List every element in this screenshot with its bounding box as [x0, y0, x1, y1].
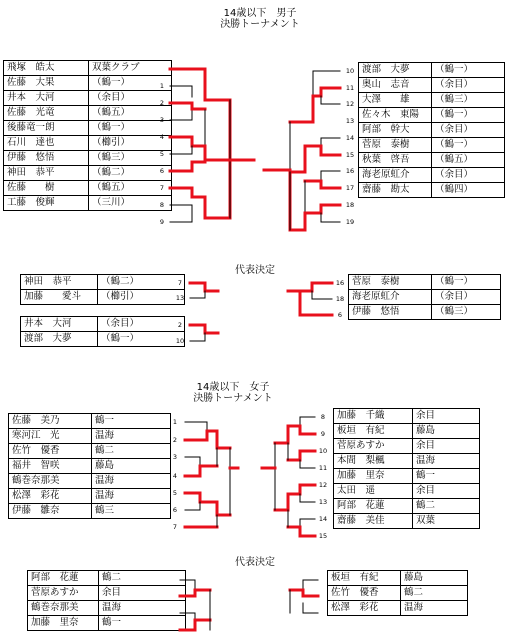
bracket-line — [300, 460, 315, 468]
winner-line — [290, 590, 318, 596]
player-club: 鶴二 — [92, 444, 171, 459]
match-number: 8 — [159, 201, 165, 209]
player-club: （鶴一） — [89, 121, 172, 136]
winner-line — [190, 325, 218, 333]
winner-line — [275, 426, 288, 443]
bracket-line — [300, 494, 315, 502]
player-club: （櫛引） — [89, 136, 172, 151]
girls-title-line2: 決勝トーナメント — [193, 393, 273, 404]
winner-line — [180, 620, 210, 630]
player-name: 工藤 俊輝 — [4, 196, 89, 211]
player-club: 鶴二 — [99, 571, 186, 586]
player-club: （余目） — [432, 290, 501, 305]
match-number: 17 — [345, 184, 355, 192]
player-club: 双葉 — [413, 514, 480, 529]
bracket-line — [303, 603, 318, 613]
player-name: 松澤 彩花 — [328, 601, 401, 616]
bracket-line — [180, 613, 195, 620]
player-club: 温海 — [99, 601, 186, 616]
player-club: 温海 — [401, 601, 468, 616]
player-name: 菅原あすか — [28, 586, 99, 601]
player-name: 板垣 有紀 — [328, 571, 401, 586]
player-name: 阿部 花蓮 — [28, 571, 99, 586]
bracket-line — [170, 111, 192, 120]
player-name: 加藤 千織 — [334, 409, 413, 424]
winner-line — [305, 146, 340, 155]
winner-line — [170, 103, 205, 109]
player-club: 余目 — [413, 484, 480, 499]
winner-line — [300, 291, 332, 315]
player-club: （鶴五） — [89, 181, 172, 196]
match-number: 7 — [172, 523, 178, 531]
player-club: （鶴一） — [432, 138, 505, 153]
match-number: 6 — [172, 506, 178, 514]
winner-line — [290, 146, 305, 172]
player-club: 余目 — [413, 409, 480, 424]
match-number: 18 — [345, 201, 355, 209]
player-club: 鶴一 — [99, 616, 186, 631]
boys-rep-title: 代表決定 — [235, 265, 275, 276]
player-name: 伊藤 悠悟 — [349, 305, 432, 320]
match-number: 12 — [345, 100, 355, 108]
match-number: 15 — [318, 532, 328, 540]
match-number: 14 — [318, 515, 328, 523]
player-club: （余目） — [432, 168, 505, 183]
player-club: （鶴一） — [432, 275, 501, 290]
bracket-line — [303, 580, 318, 590]
winner-line — [275, 494, 288, 510]
bracket-line — [170, 146, 192, 154]
player-club: （鶴五） — [432, 153, 505, 168]
winner-line — [288, 485, 315, 494]
bracket-line — [300, 519, 315, 527]
bracket-line — [190, 333, 205, 341]
match-number: 7 — [159, 184, 165, 192]
match-number: 4 — [172, 472, 178, 480]
player-club: 藤島 — [413, 424, 480, 439]
player-club: 藤島 — [401, 571, 468, 586]
girls-rep-title: 代表決定 — [235, 557, 275, 568]
bracket-line — [300, 417, 315, 426]
bracket-line — [170, 205, 192, 214]
winner-line — [290, 172, 305, 230]
player-name: 佐藤 樹 — [4, 181, 89, 196]
player-club: 温海 — [413, 454, 480, 469]
match-number: 11 — [318, 464, 328, 472]
bracket-line — [185, 422, 207, 440]
player-name: 神田 恭平 — [21, 275, 98, 290]
player-name: 海老原虹介 — [359, 168, 432, 183]
player-club: （三川） — [89, 196, 172, 211]
bracket-line — [313, 71, 340, 96]
bracket-line — [185, 457, 200, 466]
player-club: （余目） — [89, 91, 172, 106]
player-name: 本間 梨楓 — [334, 454, 413, 469]
player-club: （鶴二） — [98, 275, 185, 290]
player-club: （鶴一） — [98, 332, 185, 347]
player-club: （鶴二） — [89, 166, 172, 181]
player-name: 石川 達也 — [4, 136, 89, 151]
winner-line — [290, 96, 313, 122]
player-club: （余目） — [98, 317, 185, 332]
winner-line — [313, 88, 340, 96]
player-club: 温海 — [92, 474, 171, 489]
player-name: 寒河江 光 — [9, 429, 92, 444]
match-number: 16 — [345, 167, 355, 175]
player-name: 佐藤 光竜 — [4, 106, 89, 121]
player-name: 飛塚 皓太 — [4, 61, 89, 76]
player-name: 秋葉 啓吾 — [359, 153, 432, 168]
player-club: （鶴一） — [89, 76, 172, 91]
player-club: 鶴三 — [92, 504, 171, 519]
winner-line — [305, 181, 340, 188]
match-number: 1 — [159, 82, 165, 90]
winner-line — [190, 283, 218, 291]
winner-line — [288, 527, 315, 536]
match-number: 12 — [318, 481, 328, 489]
player-name: 加藤 里奈 — [28, 616, 99, 631]
player-name: 阿部 幹大 — [359, 123, 432, 138]
bracket-line — [185, 502, 200, 510]
bracket-line — [321, 213, 340, 222]
match-number: 11 — [345, 84, 355, 92]
player-club: 鶴二 — [401, 586, 468, 601]
match-number: 5 — [159, 150, 165, 158]
player-club: （鶴一） — [432, 108, 505, 123]
match-number: 3 — [172, 453, 178, 461]
bracket-line — [321, 171, 340, 181]
player-name: 渡部 大夢 — [359, 63, 432, 78]
player-name: 加藤 里奈 — [334, 469, 413, 484]
bracket-line — [180, 580, 195, 590]
bracket-line — [190, 291, 205, 298]
player-club: 双葉クラブ — [89, 61, 172, 76]
match-number: 5 — [172, 489, 178, 497]
player-name: 後藤竜一朗 — [4, 121, 89, 136]
player-name: 井本 大河 — [21, 317, 98, 332]
player-club: （余目） — [432, 78, 505, 93]
match-number: 14 — [345, 134, 355, 142]
player-name: 神田 恭平 — [4, 166, 89, 181]
player-club: 鶴一 — [92, 414, 171, 429]
player-club: （鶴三） — [432, 93, 505, 108]
match-number: 6 — [337, 311, 343, 319]
boys-title-line2: 決勝トーナメント — [220, 19, 300, 30]
winner-line — [288, 283, 332, 291]
girls-title-line1: 14歳以下 女子 — [196, 382, 270, 393]
bracket-line — [170, 86, 192, 97]
winner-line — [170, 137, 205, 146]
player-name: 伊藤 雛奈 — [9, 504, 92, 519]
match-number: 13 — [345, 117, 355, 125]
winner-line — [217, 431, 230, 448]
player-name: 松澤 彩花 — [9, 489, 92, 504]
bracket-line — [321, 96, 340, 104]
player-name: 佐竹 優香 — [328, 586, 401, 601]
player-name: 齋藤 美佳 — [334, 514, 413, 529]
player-name: 板垣 有紀 — [334, 424, 413, 439]
winner-line — [170, 69, 230, 100]
bracket-line — [312, 291, 332, 299]
player-name: 加藤 愛斗 — [21, 290, 98, 305]
match-number: 4 — [159, 133, 165, 141]
player-name: 齋藤 勘太 — [359, 183, 432, 198]
winner-line — [170, 162, 205, 171]
match-number: 13 — [318, 498, 328, 506]
player-club: （櫛引） — [98, 290, 185, 305]
player-name: 佐々木 東陽 — [359, 108, 432, 123]
bracket-line — [170, 212, 192, 222]
player-club: 温海 — [92, 429, 171, 444]
player-club: 温海 — [92, 489, 171, 504]
player-club: （鶴三） — [432, 305, 501, 320]
winner-line — [185, 431, 217, 440]
match-number: 7 — [177, 279, 183, 287]
match-number: 15 — [345, 151, 355, 159]
match-number: 13 — [175, 294, 185, 302]
bracket-line — [321, 138, 340, 146]
player-club: （鶴一） — [432, 63, 505, 78]
player-name: 奥山 志音 — [359, 78, 432, 93]
player-name: 佐藤 大果 — [4, 76, 89, 91]
player-name: 海老原虹介 — [349, 290, 432, 305]
player-club: 藤島 — [92, 459, 171, 474]
match-number: 10 — [318, 447, 328, 455]
winner-line — [305, 205, 340, 213]
winner-line — [170, 188, 205, 197]
match-number: 16 — [335, 279, 345, 287]
player-name: 阿部 花蓮 — [334, 499, 413, 514]
winner-line — [185, 466, 217, 476]
player-club: 余目 — [413, 439, 480, 454]
player-name: 佐藤 美乃 — [9, 414, 92, 429]
match-number: 19 — [345, 218, 355, 226]
match-number: 1 — [172, 418, 178, 426]
player-club: （鶴五） — [89, 106, 172, 121]
winner-line — [205, 160, 230, 218]
player-name: 鶴巻奈那美 — [9, 474, 92, 489]
match-number: 2 — [177, 321, 183, 329]
player-name: 太田 遥 — [334, 484, 413, 499]
match-number: 2 — [172, 436, 178, 444]
player-club: 余目 — [99, 586, 186, 601]
player-name: 菅原 泰樹 — [349, 275, 432, 290]
winner-line — [217, 502, 230, 515]
match-number: 8 — [320, 413, 326, 421]
winner-line — [185, 493, 217, 502]
player-name: 菅原あすか — [334, 439, 413, 454]
match-number: 18 — [335, 295, 345, 303]
player-name: 菅原 泰樹 — [359, 138, 432, 153]
winner-line — [180, 590, 210, 596]
player-name: 井本 大河 — [4, 91, 89, 106]
match-number: 9 — [320, 430, 326, 438]
match-number: 6 — [159, 167, 165, 175]
player-name: 福井 智咲 — [9, 459, 92, 474]
winner-line — [205, 100, 230, 160]
player-club: 鶴二 — [413, 499, 480, 514]
player-name: 大澤 雄 — [359, 93, 432, 108]
player-club: 鶴一 — [413, 469, 480, 484]
match-number: 10 — [175, 337, 185, 345]
match-number: 9 — [159, 218, 165, 226]
winner-line — [288, 451, 315, 460]
player-name: 伊藤 悠悟 — [4, 151, 89, 166]
boys-title-line1: 14歳以下 男子 — [223, 8, 297, 19]
match-number: 3 — [159, 116, 165, 124]
player-club: （鶴三） — [89, 151, 172, 166]
player-club: （余目） — [432, 123, 505, 138]
winner-line — [288, 426, 315, 434]
player-club: （鶴四） — [432, 183, 505, 198]
player-name: 佐竹 優香 — [9, 444, 92, 459]
match-number: 2 — [159, 99, 165, 107]
match-number: 10 — [345, 67, 355, 75]
player-name: 渡部 大夢 — [21, 332, 98, 347]
player-name: 鶴巻奈那美 — [28, 601, 99, 616]
